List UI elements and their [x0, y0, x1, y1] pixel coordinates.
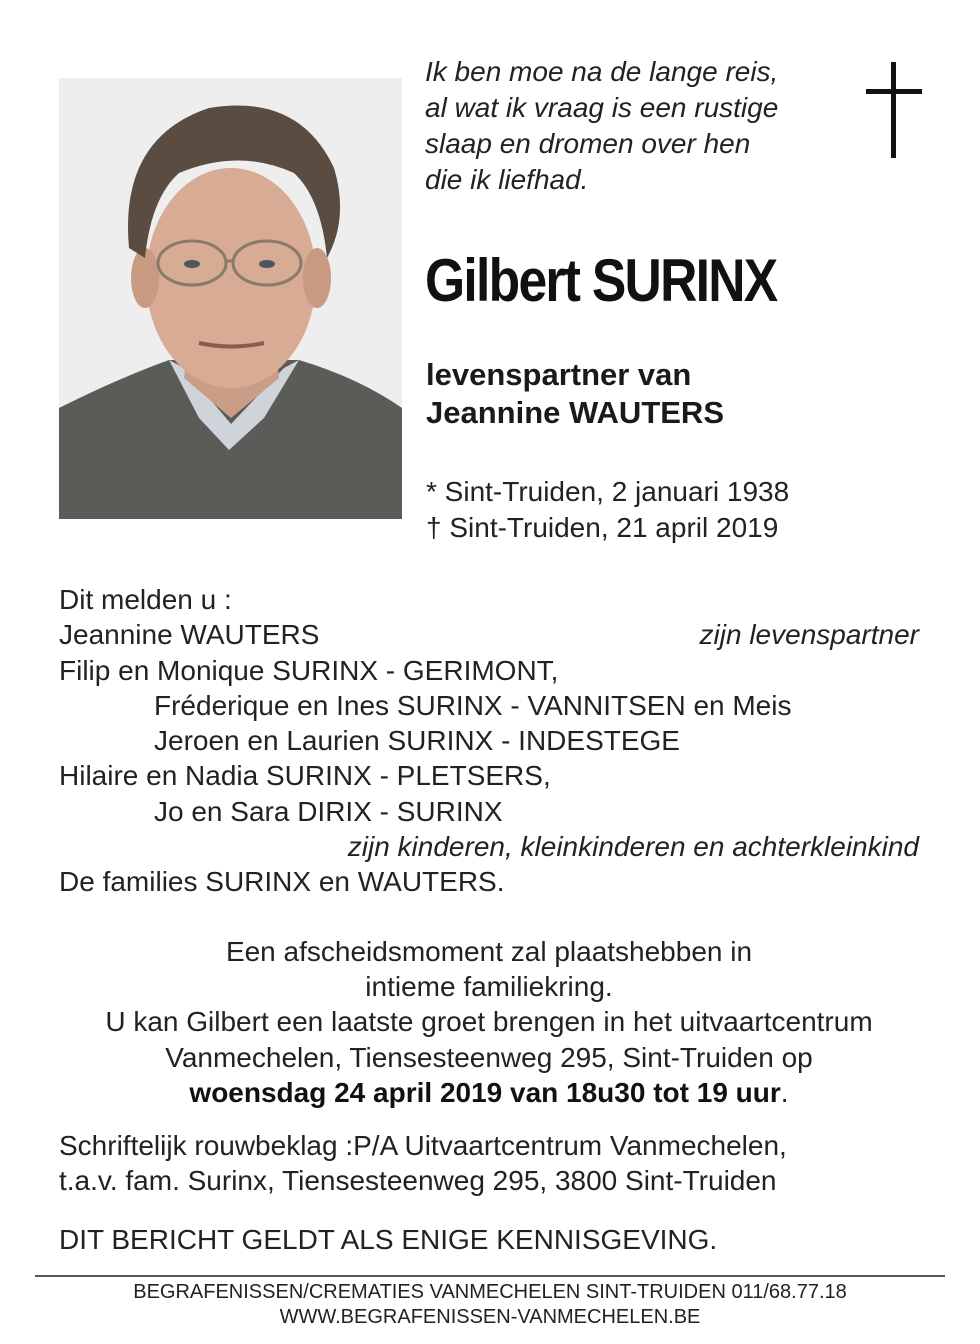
- portrait-photo: [59, 78, 402, 519]
- condolences-line: t.a.v. fam. Surinx, Tiensesteenweg 295, 3800 Sint-Truiden: [59, 1165, 777, 1196]
- poem: [425, 54, 778, 198]
- notice-text: DIT BERICHT GELDT ALS ENIGE KENNISGEVING.: [59, 1224, 718, 1255]
- deceased-name: Gilbert SURINX: [425, 247, 777, 314]
- footer-divider: [35, 1275, 945, 1277]
- ceremony-line: U kan Gilbert een laatste groet brengen in het uitvaartcentrum: [105, 1006, 873, 1038]
- announcement-partner-name: Jeannine WAUTERS: [59, 619, 320, 651]
- birth-date: * Sint-Truiden, 2 januari 1938: [426, 476, 790, 507]
- announcement-partner-row: [59, 617, 919, 652]
- poem-line: die ik liefhad.: [425, 164, 589, 195]
- ceremony-when-row: [59, 1075, 919, 1110]
- condolences-line: Schriftelijk rouwbeklag :P/A Uitvaartcentrum Vanmechelen,: [59, 1130, 787, 1161]
- ceremony-line: Een afscheidsmoment zal plaatshebben in: [225, 936, 753, 967]
- poem-line: slaap en dromen over hen: [425, 128, 751, 159]
- footer: [35, 1280, 945, 1330]
- partner-info: [426, 356, 724, 432]
- footer-company: BEGRAFENISSEN/CREMATIES VANMECHELEN SINT-TRUIDEN 011/68.77.18: [133, 1281, 847, 1303]
- family-line: Hilaire en Nadia SURINX - PLETSERS,: [59, 760, 551, 792]
- death-date: † Sint-Truiden, 21 april 2019: [426, 512, 779, 543]
- cross-icon: [866, 62, 922, 158]
- announcement-partner-role: zijn levenspartner: [699, 619, 919, 651]
- life-dates: [426, 474, 789, 546]
- ceremony-info: [59, 934, 919, 1110]
- poem-line: al wat ik vraag is een rustige: [425, 92, 779, 123]
- announcement-intro: Dit melden u :: [59, 584, 232, 615]
- partner-line: levenspartner van: [426, 357, 692, 392]
- family-line: Jo en Sara DIRIX - SURINX: [154, 795, 503, 827]
- families-line: De families SURINX en WAUTERS.: [59, 866, 505, 898]
- children-role: zijn kinderen, kleinkinderen en achterkleinkind: [347, 831, 919, 863]
- family-line: Filip en Monique SURINX - GERIMONT,: [59, 654, 559, 686]
- family-line: Fréderique en Ines SURINX - VANNITSEN en Meis: [154, 689, 792, 721]
- footer-website: WWW.BEGRAFENISSEN-VANMECHELEN.BE: [279, 1306, 701, 1328]
- ceremony-line: intieme familiekring.: [365, 971, 613, 1003]
- ceremony-line: Vanmechelen, Tiensesteenweg 295, Sint-Truiden op: [165, 1041, 813, 1073]
- ceremony-when-suffix: .: [780, 1076, 789, 1108]
- condolences: [59, 1128, 787, 1198]
- poem-line: Ik ben moe na de lange reis,: [425, 56, 779, 87]
- ceremony-when: woensdag 24 april 2019 van 18u30 tot 19 uur: [189, 1076, 781, 1108]
- partner-name: Jeannine WAUTERS: [426, 395, 724, 430]
- family-line: Jeroen en Laurien SURINX - INDESTEGE: [154, 725, 680, 757]
- announcement: [59, 582, 919, 900]
